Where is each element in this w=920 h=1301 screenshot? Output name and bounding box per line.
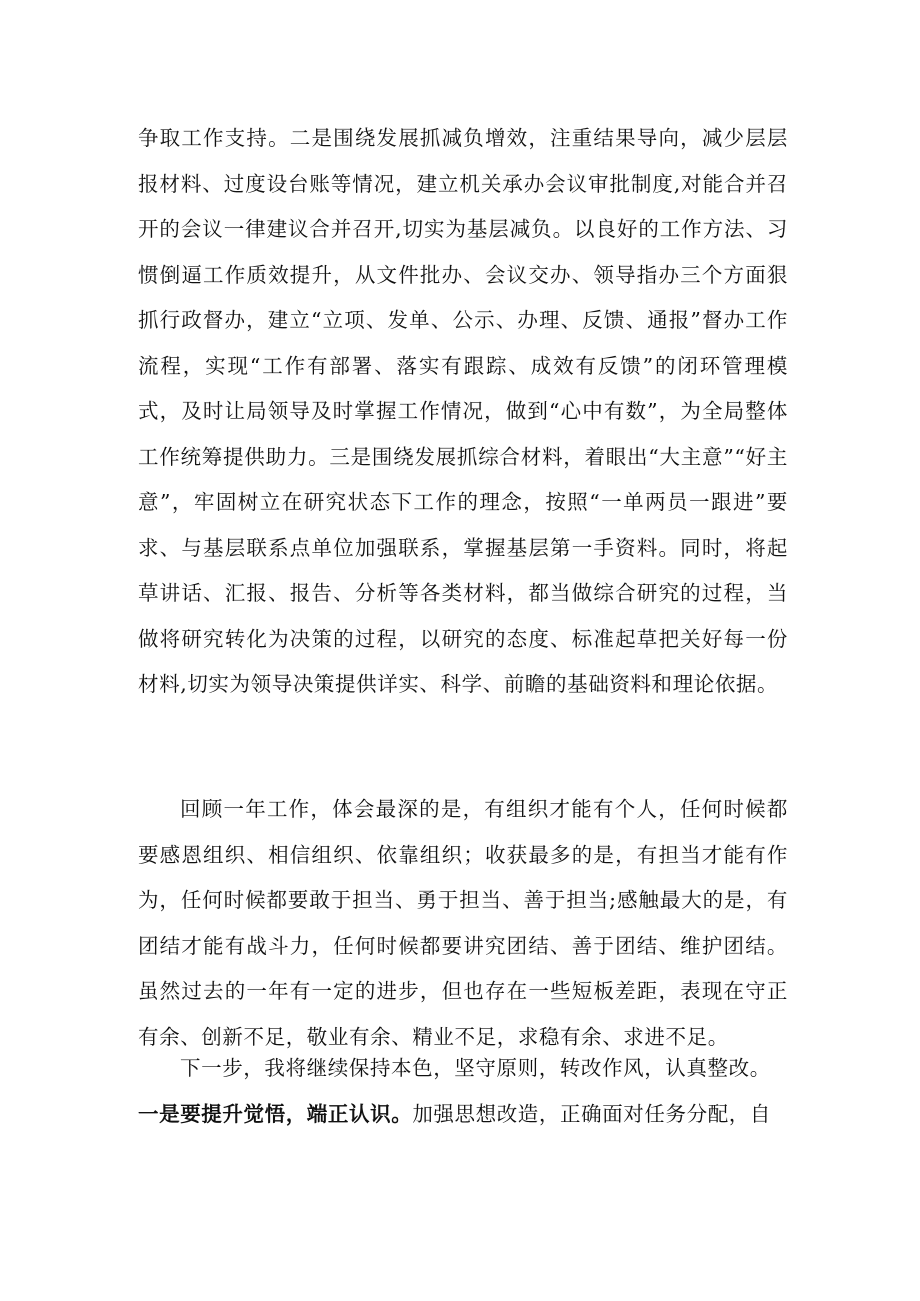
paragraph-continuation	[138, 1092, 788, 1138]
paragraph-rest: 加强思想改造，正确面对任务分配，自	[412, 1101, 772, 1126]
paragraph-review	[138, 787, 788, 1060]
paragraph-next-step	[138, 1046, 788, 1137]
paragraph-text: 回顾一年工作，体会最深的是，有组织才能有个人，任何时候都要感恩组织、相信组织、依靠组织；收获最多的是，有担当才能有作为，任何时候都要敢于担当、勇于担当、善于担当;感触最大的是，有团结才能有战斗力，任何时候都要讲究团结、善于团结、维护团结。虽然过去的一年有一定的进步，但也存在一些短板差距，表现在守正有余、创新不足，敬业有余、精业不足，求稳有余、求进不足。	[138, 797, 788, 1049]
paragraph-work-support	[138, 116, 788, 708]
bold-heading: 一是要提升觉悟，端正认识。	[138, 1101, 413, 1126]
paragraph-text: 争取工作支持。二是围绕发展抓减负增效，注重结果导向，减少层层报材料、过度设台账等情况，建立机关承办会议审批制度,对能合并召开的会议一律建议合并召开,切实为基层减负。以良好的工作方法、习惯倒逼工作质效提升，从文件批办、会议交办、领导指办三个方面狠抓行政督办，建立“立项、发单、公示、办理、反馈、通报”督办工作流程，实现“工作有部署、落实有跟踪、成效有反馈”的闭环管理模式，及时让局领导及时掌握工作情况，做到“心中有数”，为全局整体工作统筹提供助力。三是围绕发展抓综合材料，着眼出“大主意”“好主意”，牢固树立在研究状态下工作的理念，按照“一单两员一跟进”要求、与基层联系点单位加强联系，掌握基层第一手资料。同时，将起草讲话、汇报、报告、分析等各类材料，都当做综合研究的过程，当做将研究转化为决策的过程，以研究的态度、标准起草把关好每一份材料,切实为领导决策提供详实、科学、前瞻的基础资料和理论依据。	[138, 126, 788, 696]
paragraph-lead: 下一步，我将继续保持本色，坚守原则，转改作风，认真整改。	[180, 1056, 771, 1080]
